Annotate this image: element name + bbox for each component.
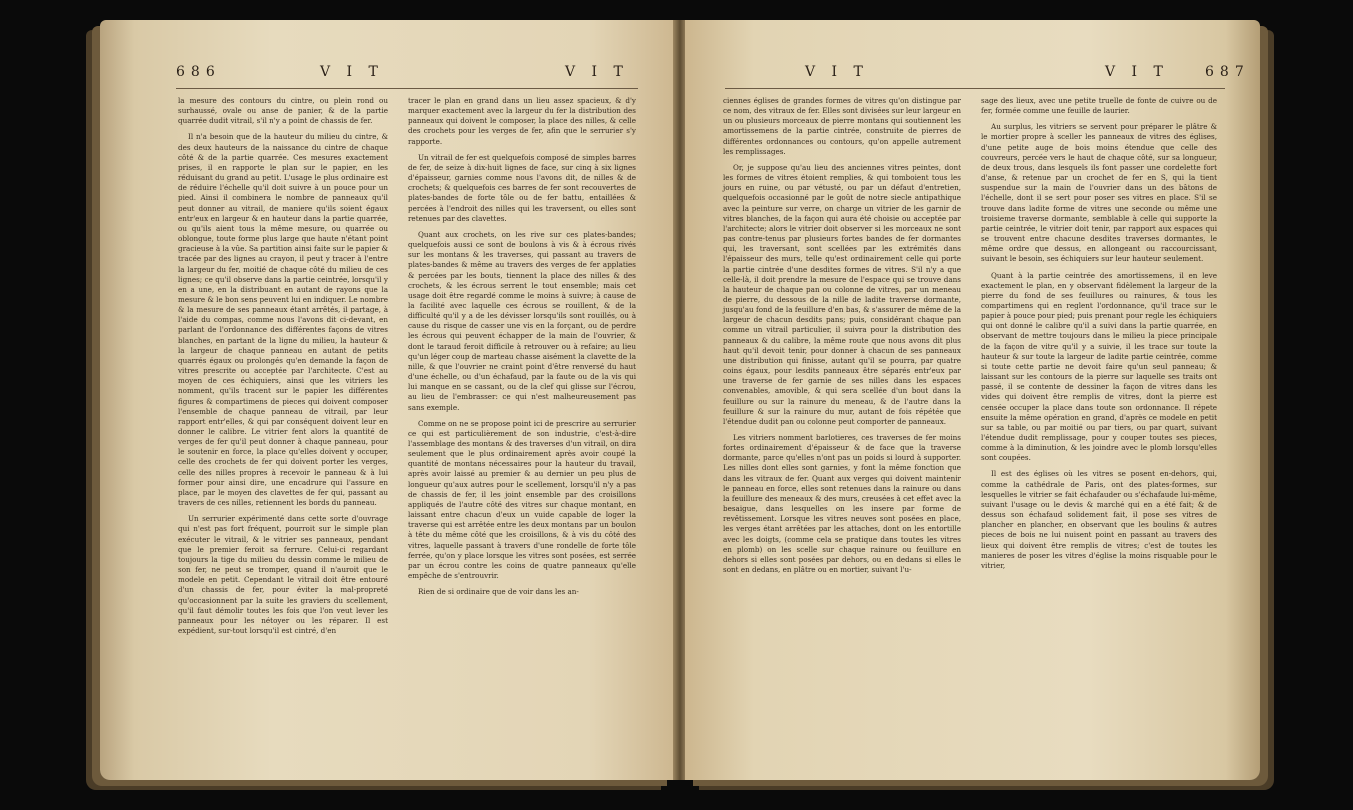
page-number: 686 <box>176 64 221 80</box>
paragraph: Un serrurier expérimenté dans cette sorte d'ouvrage qui n'est pas fort fréquent, pourroit sur le simple plan exécuter le vitrail, & le vitrier ses panneaux, pendant que le premier feroit sa ferrure. Celui-ci regardant toujours la tige du milieu du dessin comme le milieu de son fer, ne peut se tromper, quand il n'auroit que le modele en petit. Cependant le vitrail doit être entouré d'un chassis de fer, pour éviter la mal-propreté qu'occasionnent par la suite les graviers du scellement, qu'il faut démolir toutes les fois que l'on veut lever les panneaux pour les nétoyer ou les réparer. Il est expédient, sur-tout lorsqu'il est cintré, d'en <box>178 514 388 635</box>
running-head: V I T <box>1105 64 1169 80</box>
text-column-2 <box>981 96 1217 577</box>
open-book <box>80 10 1280 800</box>
left-page-header <box>100 64 675 86</box>
paragraph: Quant à la partie ceintrée des amortissemens, il en leve exactement le plan, en y observant fidèlement la largeur de la pierre du fond de ses feuillures ou rainures, & tous les compartimens qui en reglent l'ordonnance, qu'il trace sur le papier à pouce pour pied; puis prenant pour regle les échiquiers qui ont donné le calibre qu'il a suivi dans la partie quarrée, en observant de mettre toujours dans le milieu la piece principale de la façon de vitre qu'il y a suivie, il les trace sur toute la hauteur & sur toute la largeur de ladite partie ceintrée, comme si toute cette partie ne devoit faire qu'un seul panneau; & laissant sur les contours de la pierre sur laquelle ses traits ont passé, il se contente de dessiner la façon de vitres dans les vides qui doivent être remplis de vitres, dont la pierre est censée occuper la place dans toute son ordonnance. Il répete ensuite la même opération en grand, d'après ce modele en petit sur sa table, ou par moitié ou par tiers, ou par quart, suivant l'étendue dudit remplissage, pour y couper toutes ses pieces, comme à la diminution, & les joindre avec le plomb lorsqu'elles sont coupées. <box>981 270 1217 463</box>
running-head: V I T <box>805 64 869 80</box>
paragraph: Quant aux crochets, on les rive sur ces plates-bandes; quelquefois aussi ce sont de boulons à vis & à écrous rivés sur les montans & les traverses, qui passant au travers de plates-bandes & même au travers des verges de fer applaties & percées par les bouts, tiennent la place des nilles & des crochets, & les écrous serrent le tout ensemble; mais cet usage doit être regardé comme le moins à suivre; à cause de la facilité avec laquelle ces écrous se rouillent, & de la difficulté qu'il y a de les dévisser lorsqu'ils sont rouillés, ou à cause du risque de casser une vis en la forçant, ou de perdre les écrous qui peuvent échapper de la main de l'ouvrier, & dont le taraud feroit difficile à retrouver ou à refaire; au lieu qu'un léger coup de marteau chasse aisément la clavette de la nille, & que l'ouvrier ne craint point d'être renversé du haut d'une échelle, ou d'un échafaud, par la faute ou de la vis qui lui manque en se cassant, ou de la clef qui glisse sur l'écrou, au lieu de l'embrasser: ce qui n'est malheureusement pas sans exemple. <box>408 229 636 412</box>
right-page-header <box>685 64 1260 86</box>
paragraph: sage des lieux, avec une petite truelle de fonte de cuivre ou de fer, formée comme une feuille de laurier. <box>981 96 1217 116</box>
paragraph: Or, je suppose qu'au lieu des anciennes vitres peintes, dont les formes de vitres étoient remplies, & qui tomboient tous les jours en ruine, ou par vétusté, ou par un défaut d'entretien, quelquefois occasionné par le goût de notre siecle antipathique avec la peinture sur verre, on charge un vitrier de les garnir de vitres blanches, de la façon qui aura été choisie ou acceptée par l'architecte; alors le vitrier doit observer si les morceaux ne sont pas contre-tenus par plusieurs fortes bandes de fer dormantes qui, les traversant, sont scellées par les extrémités dans l'épaisseur des murs, telle qu'est ordinairement celle qui porte la partie cintrée d'une desdites formes de vitres. S'il n'y a que celle-là, il doit prendre la mesure de l'espace qui se trouve dans la hauteur de chaque pan ou colonne de vitres, par un meneau de pierre, du dessous de la nille de ladite traverse dormante, jusqu'au fond de la feuillure d'en bas, & s'assurer de même de la largeur de chacun desdits pans; puis, considérant chaque pan comme un vitrail particulier, il suivra pour la distribution des panneaux & du calibre, la même route que nous avons dit plus haut qu'il devoit tenir, pour donner à chacun de ses panneaux une distribution qui finisse, autant qu'il se pourra, par quatre coins égaux, pour lesdits panneaux être séparés entr'eux par une traverse de fer garnie de ses nilles dans les espaces convenables, amovible, & qui sera scellée d'un bout dans la feuillure ou sur la rainure du meneau, & de l'autre dans la feuillure & sur la rainure du mur, autant de fois répétée que l'étendue dudit pan ou colonne peut comporter de panneaux. <box>723 162 961 426</box>
paragraph: ciennes églises de grandes formes de vitres qu'on distingue par ce nom, des vitraux de fer. Elles sont divisées sur leur largeur en un ou plusieurs morceaux de pierre montans qui soutiennent les amortissemens de la partie cintrée, construite de pierres de différentes ordonnances ou contours, qu'on appelle autrement les remplissages. <box>723 96 961 156</box>
running-head: V I T <box>565 64 629 80</box>
paragraph: Un vitrail de fer est quelquefois composé de simples barres de fer, de seize à dix-huit lignes de face, sur cinq à six lignes d'épaisseur, garnies comme nous l'avons dit, de nilles & de crochets; & quelquefois ces barres de fer sont recouvertes de plates-bandes de forte tôle ou de fer battu, entaillées & percées à l'endroit des nilles qui les traversent, ou elles sont retenues par des clavettes. <box>408 152 636 223</box>
left-page <box>100 20 675 780</box>
page-number: 687 <box>1205 64 1250 80</box>
right-page <box>685 20 1260 780</box>
paragraph: Rien de si ordinaire que de voir dans les an- <box>418 587 579 597</box>
text-column-1 <box>178 96 388 642</box>
running-head: V I T <box>320 64 384 80</box>
paragraph: Les vitriers nomment barlotieres, ces traverses de fer moins fortes ordinairement d'épaisseur & de face que la traverse dormante, parce qu'elles n'ont pas un poids si lourd à supporter. Les nilles dont elles sont garnies, y font la même fonction que dans les vitraux de fer. Quant aux verges qui doivent maintenir le panneau en force, elles sont retenues dans la rainure ou dans la feuillure des meneaux & des murs, creusées à cet effet avec la besaigue, dans lesquelles on les insere par forme de revêtissement. Lorsque les vitres neuves sont posées en place, les verges étant arrêtées par les attaches, dont on les entortille avec les doigts, (comme cela se pratique dans toutes les vitres en plomb) on les scelle sur chaque rainure ou feuillure en dehors si elles sont posées par dehors, ou en dedans si elles le sont en dedans, en plâtre ou en mortier, suivant l'u- <box>723 433 961 575</box>
paragraph: Comme on ne se propose point ici de prescrire au serrurier ce qui est particulièrement de son industrie, c'est-à-dire l'assemblage des montans & des traverses d'un vitrail, on dira seulement que le plus ordinairement après avoir coupé la quantité de montans nécessaires pour la hauteur du travail, après avoir laissé au premier & au dernier un peu plus de longueur qu'aux autres pour le scellement, lorsqu'il n'y a pas de chassis de fer, il les joint ensemble par des croisillons appliqués de l'autre côté des vitres sur chaque montant, en laissant entre chacun d'eux un vuide capable de loger la traverse qui est arrêtée entre les deux montans par un boulon à tête du même côté que les croisillons, & à vis du côté des vitres, laquelle passant à travers d'une rondelle de forte tôle ferrée, qu'on y place lorsque les vitres sont posées, est serrée par un écrou contre les coins de quatre panneaux qu'elle empêche de s'entrouvrir. <box>408 418 636 581</box>
text-column-2 <box>408 96 636 603</box>
text-column-1 <box>723 96 961 581</box>
paragraph: Il n'a besoin que de la hauteur du milieu du cintre, & des deux hauteurs de la naissance du cintre de chaque côté & de la partie quarrée. Ces mesures exactement prises, il en rapporte le plan sur le papier, en les réduisant du grand au petit. L'usage le plus ordinaire est de réduire l'échelle qu'il doit suivre à un pouce pour un pied. Ainsi il combinera le nombre de panneaux qu'il peut donner au vitrail, de maniere qu'ils soient égaux entr'eux en largeur & en hauteur dans la partie quarrée, ou qu'ils aient tous la même mesure, ou quarrée ou oblongue, toute forme plus large que haute n'étant point gracieuse à la vûe. Sa partition ainsi faite sur le papier & tracée par des lignes au crayon, il peut y tracer à l'entre la largeur du fer, moitié de chaque côté du milieu de ces lignes; ce qu'il observe dans la partie ceintrée, lorsqu'il y en a une, en la distribuant en autant de rayons que la mesure & le bon sens peuvent lui en indiquer. Le nombre & la mesure de ses panneaux étant arrêtés, il partage, à l'aide du compas, comme nous l'avons dit ci-devant, en parlant de l'ordonnance des différentes façons de vitres blanches, en partant de la ligne du milieu, la hauteur & la largeur de chaque panneau en autant de petits quarrés égaux ou prolongés qu'en demande la façon de vitres prescrite ou acceptée par l'architecte. C'est au moyen de ces échiquiers, ainsi que les vitriers les nomment, qu'ils tracent sur le papier les différentes figures & compartimens de pieces qui doivent composer l'ensemble de chaque panneau de vitrail, par leur rapport entr'elles, & qui par conséquent doivent leur en donner le calibre. Le vitrier fent alors la quantité de verges de fer qu'il peut donner à chaque panneau, pour le soutenir en force, la place qu'elles doivent y occuper, celle des crochets de fer qui doivent porter les verges, celle des nilles propres à recevoir le panneau & à lui former pour ainsi dire, une encadrure qui l'assure en place, par le moyen des clavettes de fer qui, passant au travers de ces nilles, retiennent les bords du panneau. <box>178 132 388 508</box>
paragraph: tracer le plan en grand dans un lieu assez spacieux, & d'y marquer exactement avec la largeur du fer la distribution des panneaux qui doivent le composer, la place des nilles, & celle des crochets pour les verges de fer, afin que le serrurier s'y rapporte. <box>408 96 636 146</box>
paragraph: Il est des églises où les vitres se posent en-dehors, qui, comme la cathédrale de Paris, ont des plates-formes, sur lesquelles le vitrier se fait échafauder ou s'échafaude lui-même, suivant l'usage ou le devis & marché qui en a été fait; & de dessus son échafaud solidement fait, il pose ses vitres de plancher en plancher, en observant que les boulins & autres pieces de bois ne lui nuisent point en passant au travers des lieux qui doivent être remplis de vitres; c'est de toutes les manieres de poser les vitres d'église la moins risquable pour le vitrier, <box>981 469 1217 570</box>
header-rule <box>725 88 1225 89</box>
paragraph: la mesure des contours du cintre, ou plein rond ou surhaussé, ovale ou anse de panier, & de la partie quarrée dudit vitrail, s'il n'y a point de chassis de fer. <box>178 96 388 126</box>
paragraph: Au surplus, les vitriers se servent pour préparer le plâtre & le mortier propre à sceller les panneaux de vitres des églises, d'une petite auge de bois moins étendue que celle des couvreurs, percée vers le haut de chaque côté, sur sa longueur, de deux trous, dans lesquels ils font passer une cordelette fort d'anse, & retenue par un crochet de fer en S, qui la tient suspendue sur la main de l'ouvrier dans un des bâtons de l'échelle, dont il se sert pour poser ses vitres en place. S'il se trouve dans ladite forme de vitres une seconde ou même une troisieme traverse dormante, semblable à celle qui supporte la partie ceintrée, le vitrier doit tenir, par rapport aux espaces qui se trouvent entre chacune desdites traverses dormantes, le même ordre que dessus, en allongeant ou raccourcissant, suivant le besoin, ses échiquiers sur leur hauteur seulement. <box>981 122 1217 264</box>
header-rule <box>176 88 638 89</box>
